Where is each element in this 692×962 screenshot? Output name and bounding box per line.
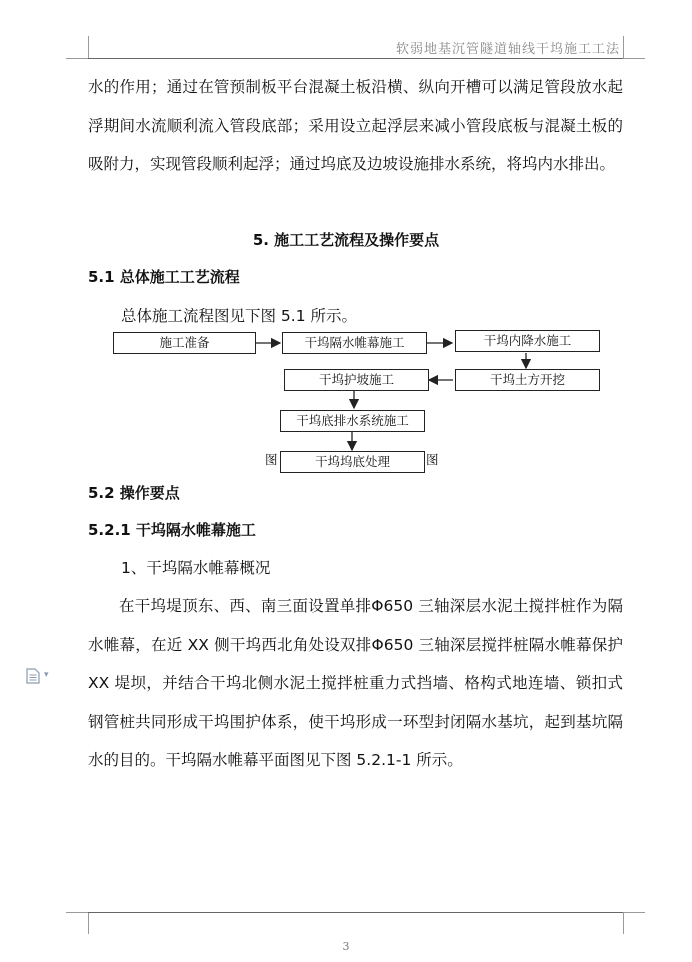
flow-box-preparation: 施工准备 xyxy=(113,332,256,354)
flow-box-bottom-treatment: 干坞坞底处理 xyxy=(280,451,425,473)
chevron-down-icon[interactable]: ▾ xyxy=(44,670,49,680)
subheading-overview: 1、干坞隔水帷幕概况 xyxy=(121,559,271,577)
section-5-2-heading: 5.2 操作要点 xyxy=(88,484,180,502)
flowchart-caption-left: 图 xyxy=(265,452,278,467)
crop-mark-bottom-right-v xyxy=(623,912,624,934)
document-icon[interactable] xyxy=(26,668,40,684)
crop-mark-top-right-h xyxy=(623,58,645,59)
crop-mark-top-left-v xyxy=(88,36,89,58)
flow-box-water-curtain: 干坞隔水帷幕施工 xyxy=(282,332,427,354)
body-paragraph: 在干坞堤顶东、西、南三面设置单排Φ650 三轴深层水泥土搅拌桩作为隔水帷幕，在近 XX 侧干坞西北角处设双排Φ650 三轴深层搅拌桩隔水帷幕保护 XX 堤坝，并结合干坞北侧水泥土搅拌桩重力式挡墙、格构式地连墙、锁扣式钢管桩共同形成干坞围护体系，使干坞形成一环型封闭隔水基坑，起到基坑隔水的目的。干坞隔水帷幕平面图见下图 5.2.1-1 所示。 xyxy=(88,597,623,769)
section-5-2-1-heading: 5.2.1 干坞隔水帷幕施工 xyxy=(88,521,256,539)
crop-mark-bottom-left-h xyxy=(66,912,88,913)
section-5-heading: 5. 施工工艺流程及操作要点 xyxy=(252,231,440,249)
section-5-1-heading: 5.1 总体施工工艺流程 xyxy=(88,268,240,286)
page-number: 3 xyxy=(342,940,350,953)
flow-box-dewatering: 干坞内降水施工 xyxy=(455,330,600,352)
intro-paragraph: 水的作用；通过在管预制板平台混凝土板沿横、纵向开槽可以满足管段放水起浮期间水流顺利流入管段底部；采用设立起浮层来减小管段底板与混凝土板的吸附力，实现管段顺利起浮；通过坞底及边坡设施排水系统，将坞内水排出。 xyxy=(88,78,623,173)
crop-mark-top-right-v xyxy=(623,36,624,58)
footer-rule xyxy=(88,912,623,913)
header-rule xyxy=(88,58,623,59)
crop-mark-top-left-h xyxy=(66,58,88,59)
crop-mark-bottom-right-h xyxy=(623,912,645,913)
running-header: 软弱地基沉管隧道轴线干坞施工工法 xyxy=(395,42,620,57)
flowchart-caption-right: 图 xyxy=(426,452,439,467)
flow-box-slope-protection: 干坞护坡施工 xyxy=(284,369,429,391)
flow-box-excavation: 干坞土方开挖 xyxy=(455,369,600,391)
flow-box-drainage-system: 干坞底排水系统施工 xyxy=(280,410,425,432)
section-5-1-text: 总体施工流程图见下图 5.1 所示。 xyxy=(121,307,358,325)
crop-mark-bottom-left-v xyxy=(88,912,89,934)
